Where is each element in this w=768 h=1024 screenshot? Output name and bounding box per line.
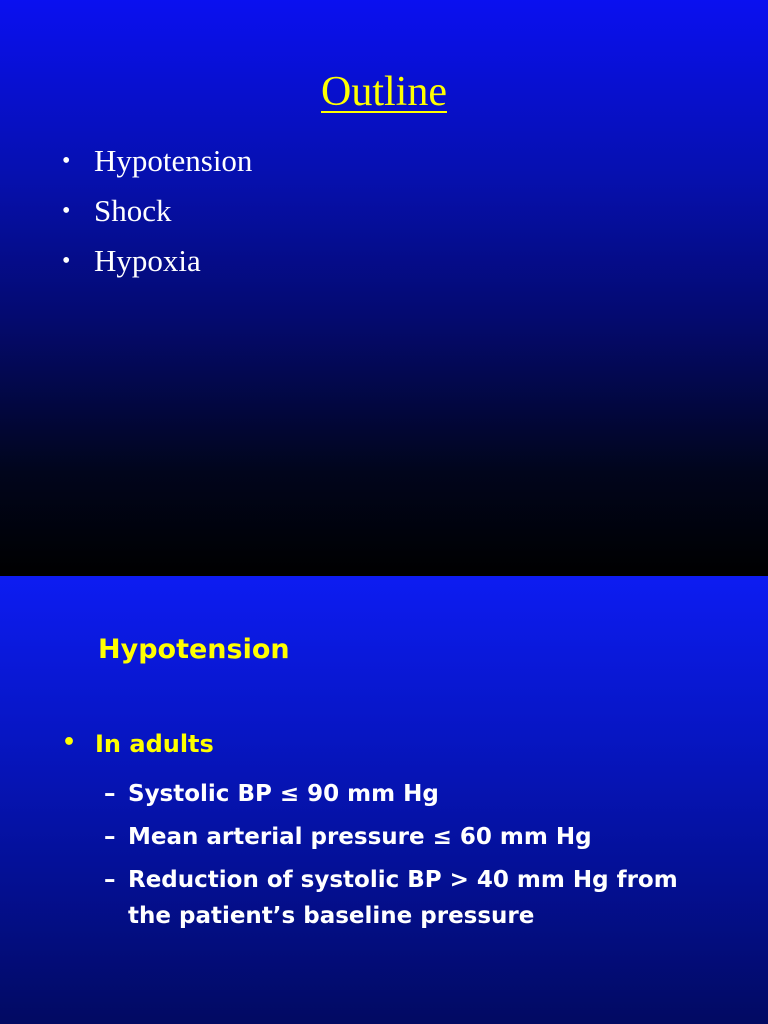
list-item-text: Shock [94,193,172,228]
list-item [62,242,252,292]
dash-icon: – [104,824,116,850]
bullet-icon: • [62,148,71,174]
section-heading-text: In adults [95,730,214,758]
outline-list [62,142,252,292]
slide-title: Outline [321,69,447,115]
list-item [104,819,688,855]
bullet-icon: • [62,730,77,755]
criteria-list [104,776,688,941]
section-heading [62,730,214,758]
bullet-icon: • [62,248,71,274]
list-item-text: Systolic BP ≤ 90 mm Hg [128,781,439,807]
dash-icon: – [104,781,116,807]
list-item [104,862,688,934]
list-item-text: Reduction of systolic BP > 40 mm Hg from the patient’s baseline pressure [128,867,678,929]
list-item [62,192,252,242]
bullet-icon: • [62,198,71,224]
list-item-text: Mean arterial pressure ≤ 60 mm Hg [128,824,592,850]
dash-icon: – [104,867,116,893]
list-item-text: Hypotension [94,143,253,178]
list-item [104,776,688,812]
list-item-text: Hypoxia [94,243,201,278]
list-item [62,142,252,192]
slide-title: Hypotension [98,634,290,665]
